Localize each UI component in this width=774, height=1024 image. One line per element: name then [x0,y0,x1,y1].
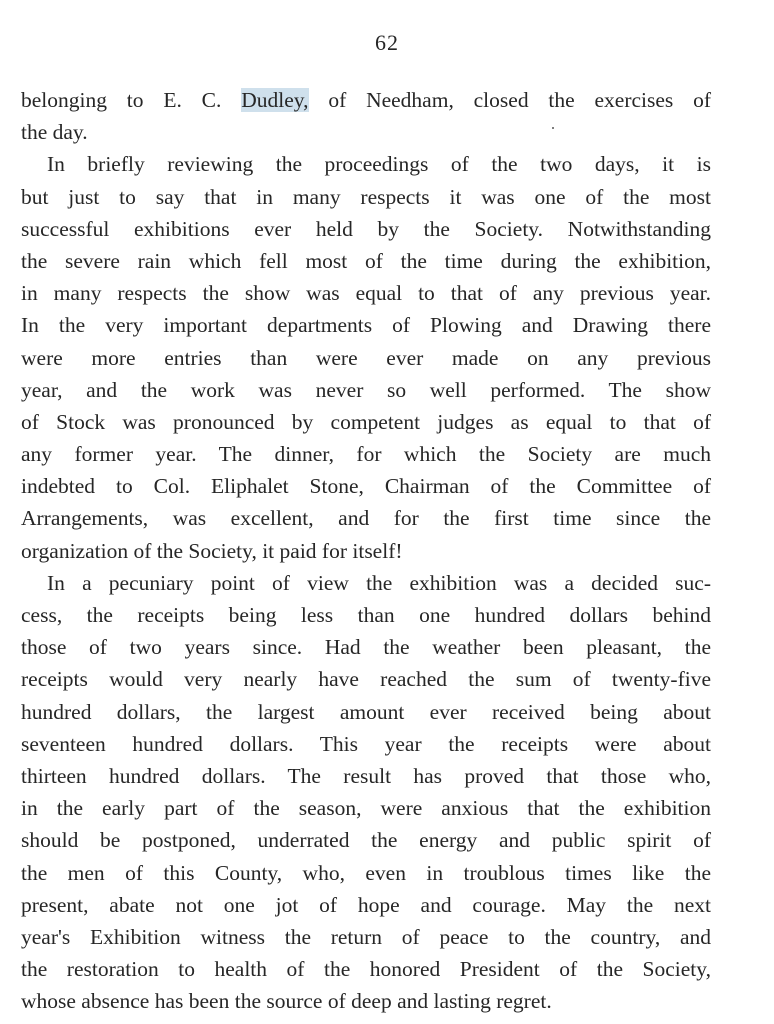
scan-speck [552,127,554,129]
text-line: were more entries than were ever made on any previous [21,345,711,370]
text-line: whose absence has been the source of deep and lasting regret. [21,989,552,1014]
text-line: hundred dollars, the largest amount ever received being about [21,699,711,724]
body-text [21,84,711,1017]
text-line: receipts would very nearly have reached the sum of twenty-five [21,667,711,692]
text-line: In a pecuniary point of view the exhibition was a decided suc- [47,570,711,595]
text-line: indebted to Col. Eliphalet Stone, Chairman of the Committee of [21,474,711,499]
text-line: the men of this County, who, even in troublous times like the [21,860,711,885]
text-line: cess, the receipts being less than one hundred dollars behind [21,603,711,627]
text-line: successful exhibitions ever held by the Society. Notwithstanding [21,216,711,241]
text-line: but just to say that in many respects it was one of the most [21,184,711,209]
text-line: the severe rain which fell most of the time during the exhibition, [21,248,711,273]
text-line: those of two years since. Had the weather been pleasant, the [21,635,711,660]
text-line: organization of the Society, it paid for itself! [21,538,403,563]
text-line: any former year. The dinner, for which the Society are much [21,442,711,467]
text-line: should be postponed, underrated the energy and public spirit of [21,828,711,853]
text-line: of Stock was pronounced by competent judges as equal to that of [21,409,711,434]
text-line: belonging to E. C. Dudley, of Needham, closed the exercises of [21,88,711,112]
page-number: 62 [375,30,399,55]
text-line: thirteen hundred dollars. The result has proved that those who, [21,763,711,788]
text-line: seventeen hundred dollars. This year the receipts were about [21,731,711,756]
text-line: In briefly reviewing the proceedings of the two days, it is [47,152,711,177]
text-line: in the early part of the season, were anxious that the exhibition [21,796,711,821]
text-line: year's Exhibition witness the return of peace to the country, and [21,924,711,949]
text-line: In the very important departments of Plowing and Drawing there [21,313,711,338]
text-line: the restoration to health of the honored President of the Society, [21,957,711,982]
selected-text[interactable]: Dudley, [241,88,309,112]
text-line: present, abate not one jot of hope and courage. May the next [21,892,711,917]
text-line: year, and the work was never so well performed. The show [21,377,711,402]
text-line: the day. [21,120,88,145]
text-line: Arrangements, was excellent, and for the first time since the [21,506,711,531]
text-line: in many respects the show was equal to that of any previous year. [21,281,711,306]
